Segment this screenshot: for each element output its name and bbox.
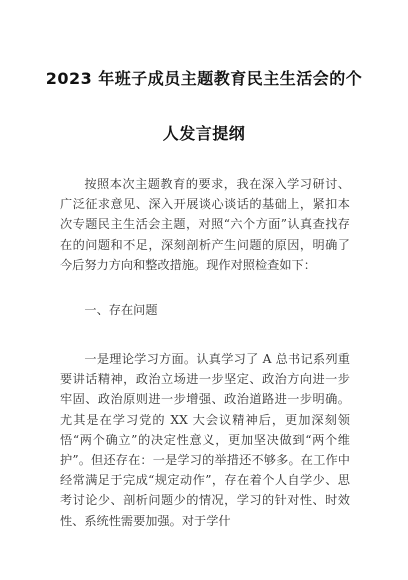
intro-paragraph: 按照本次主题教育的要求，我在深入学习研讨、广泛征求意见、深入开展谈心谈话的基础上，紧扣本次专题民主生活会主题，对照“六个方面”认真查找存在的问题和不足，深刻剖析产生问题的原因，明确了今后努力方向和整改措施。现作对照检查如下： [60,177,350,272]
document-title-line-1: 2023 年班子成员主题教育民主生活会的个 [45,69,363,88]
body-paragraph: 一是理论学习方面。认真学习了 A 总书记系列重要讲话精神，政治立场进一步坚定、政治方向进一步牢固、政治原则进一步增强、政治道路进一步明确。尤其是在学习党的 XX 大会议精神后，更加深刻领悟“两个确立”的决定性意义，更加坚决做到“两个维护”。但还存在：一是学习的举措还不够多。在工作中经常满足于完成“规定动作”，存在着个人自学少、思考讨论少、剖析问题少的情况，学习的针对性、时效性、系统性需要加强。对于学什 [60,352,350,528]
document-title-line-2: 人发言提纲 [162,124,246,143]
section-heading: 一、存在问题 [84,303,158,317]
